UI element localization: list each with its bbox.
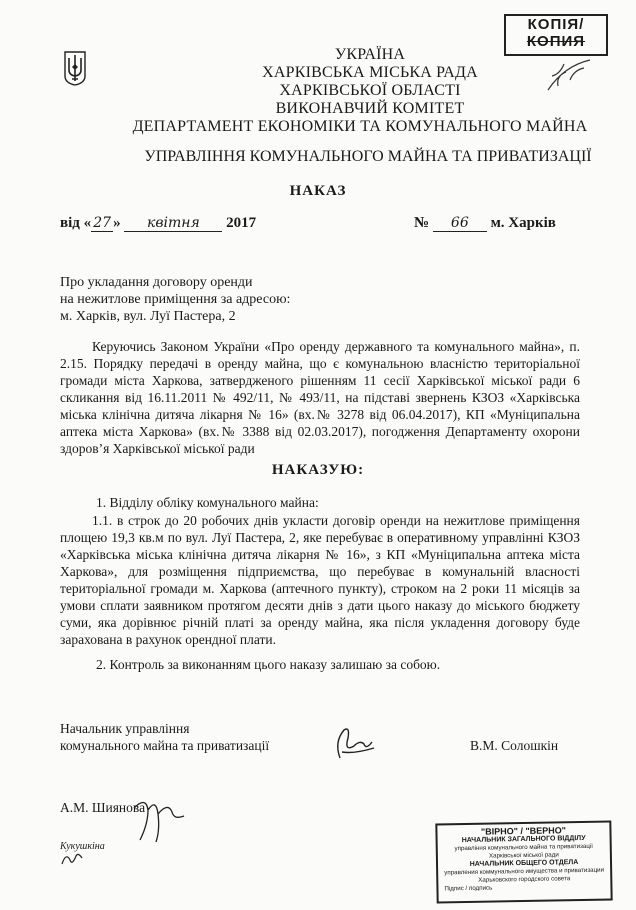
- approver-signature: [60, 850, 84, 868]
- header-country: УКРАЇНА: [334, 46, 406, 63]
- order-date: [60, 215, 256, 232]
- signer-name: В.М. Солошкін: [470, 738, 559, 753]
- stamp-line4: Харківської міської ради: [488, 851, 559, 860]
- stamp-line7: Харьковского городского совета: [478, 875, 571, 884]
- preamble-paragraph: Керуючись Законом України «Про оренду державного та комунального майна», п. 2.15. Порядку передачі в оренду майна, що є комунальною власністю територіальної громади міста Харкова, затвердженого рішенням 11 сесії Харківської міської ради 6 скликання від 16.11.2011 № 492/11, № 493/11, на підставі звернень КЗОЗ «Харківська міська клінічна дитяча лікарня № 16» (вх.№ 3278 від 06.04.2017), КП «Муніципальна аптека міста Харкова» (вх.№ 3388 від 02.03.2017), погодження Департаменту охорони здоров’я Харківської міської ради: [60, 339, 580, 456]
- coat-of-arms-icon: [64, 50, 86, 86]
- item-1: 1. Відділу обліку комунального майна:: [96, 495, 319, 510]
- executor-signature: [128, 790, 188, 846]
- copy-stamp-line1: КОПІЯ/: [527, 16, 585, 33]
- item-1-1: 1.1. в строк до 20 робочих днів укласти договір оренди на нежитлове приміщення площею 19,3 кв.м по вул. Луї Пастера, 2, яке перебуває в оперативному управлінні КЗОЗ «Харківська міська клінічна дитяча лікарня № 16», з КП «Муніципальна аптека міста Харкова», для розміщення підприємства, що перебуває в комунальній власності територіальної громади м. Харкова (аптечного пункту), строком на 2 роки 11 місяців за умови сплати заявником протягом десяти днів з дати цього наказу до міського бюджету суми, яка дорівнює річній платі за оренду майна, яка після укладення договору буде зарахована в рахунок орендної плати.: [60, 513, 580, 647]
- stamp-line2: НАЧАЛЬНИК ЗАГАЛЬНОГО ВІДДІЛУ: [461, 834, 586, 845]
- stamp-line1: "ВІРНО" / "ВЕРНО": [480, 825, 567, 837]
- date-day: 27: [93, 215, 112, 231]
- header-council: ХАРКІВСЬКА МІСЬКА РАДА: [262, 64, 478, 81]
- signer-position-line2: комунального майна та приватизації: [60, 738, 270, 753]
- header-committee: ВИКОНАВЧИЙ КОМІТЕТ: [275, 100, 465, 117]
- date-month: квітня: [146, 215, 200, 231]
- signer-position-line1: Начальник управління: [60, 721, 190, 736]
- number-prefix: №: [414, 215, 430, 231]
- header-department: ДЕПАРТАМЕНТ ЕКОНОМІКИ ТА КОМУНАЛЬНОГО МАЙНА: [132, 118, 588, 135]
- item-2: 2. Контроль за виконанням цього наказу залишаю за собою.: [96, 657, 441, 672]
- date-prefix: від «: [60, 215, 92, 231]
- document-title: НАКАЗ: [289, 183, 347, 199]
- stamp-line5: НАЧАЛЬНИК ОБЩЕГО ОТДЕЛА: [469, 859, 579, 868]
- order-word: НАКАЗУЮ:: [271, 462, 365, 478]
- subject-line1: Про укладання договору оренди: [60, 275, 253, 290]
- header-subdepartment: УПРАВЛІННЯ КОМУНАЛЬНОГО МАЙНА ТА ПРИВАТИЗАЦІЇ: [144, 148, 592, 165]
- subject-line3: м. Харків, вул. Луї Пастера, 2: [60, 309, 236, 324]
- header-region: ХАРКІВСЬКОЇ ОБЛАСТІ: [279, 82, 461, 99]
- order-city: м. Харків: [490, 215, 556, 231]
- signer-position: [60, 720, 269, 754]
- order-number-value: 66: [450, 215, 469, 231]
- stamp-line3: управління комунального майна та приватизації: [454, 842, 594, 853]
- order-subject: [60, 274, 290, 325]
- certification-stamp: [435, 820, 612, 903]
- date-year: 2017: [226, 215, 257, 231]
- stamp-line8: Підпис / подпись: [444, 884, 493, 893]
- copy-stamp-line2: КОПИЯ: [526, 33, 586, 50]
- order-number: [414, 215, 556, 232]
- approver-name: Кукушкіна: [60, 841, 105, 852]
- executor-name: А.М. Шиянова: [60, 800, 146, 815]
- subject-line2: на нежитлове приміщення за адресою:: [60, 292, 291, 307]
- handwritten-signature: [330, 722, 380, 764]
- stamp-line6: управления коммунального имущества и приватизации: [444, 866, 605, 877]
- date-mid: »: [113, 215, 121, 231]
